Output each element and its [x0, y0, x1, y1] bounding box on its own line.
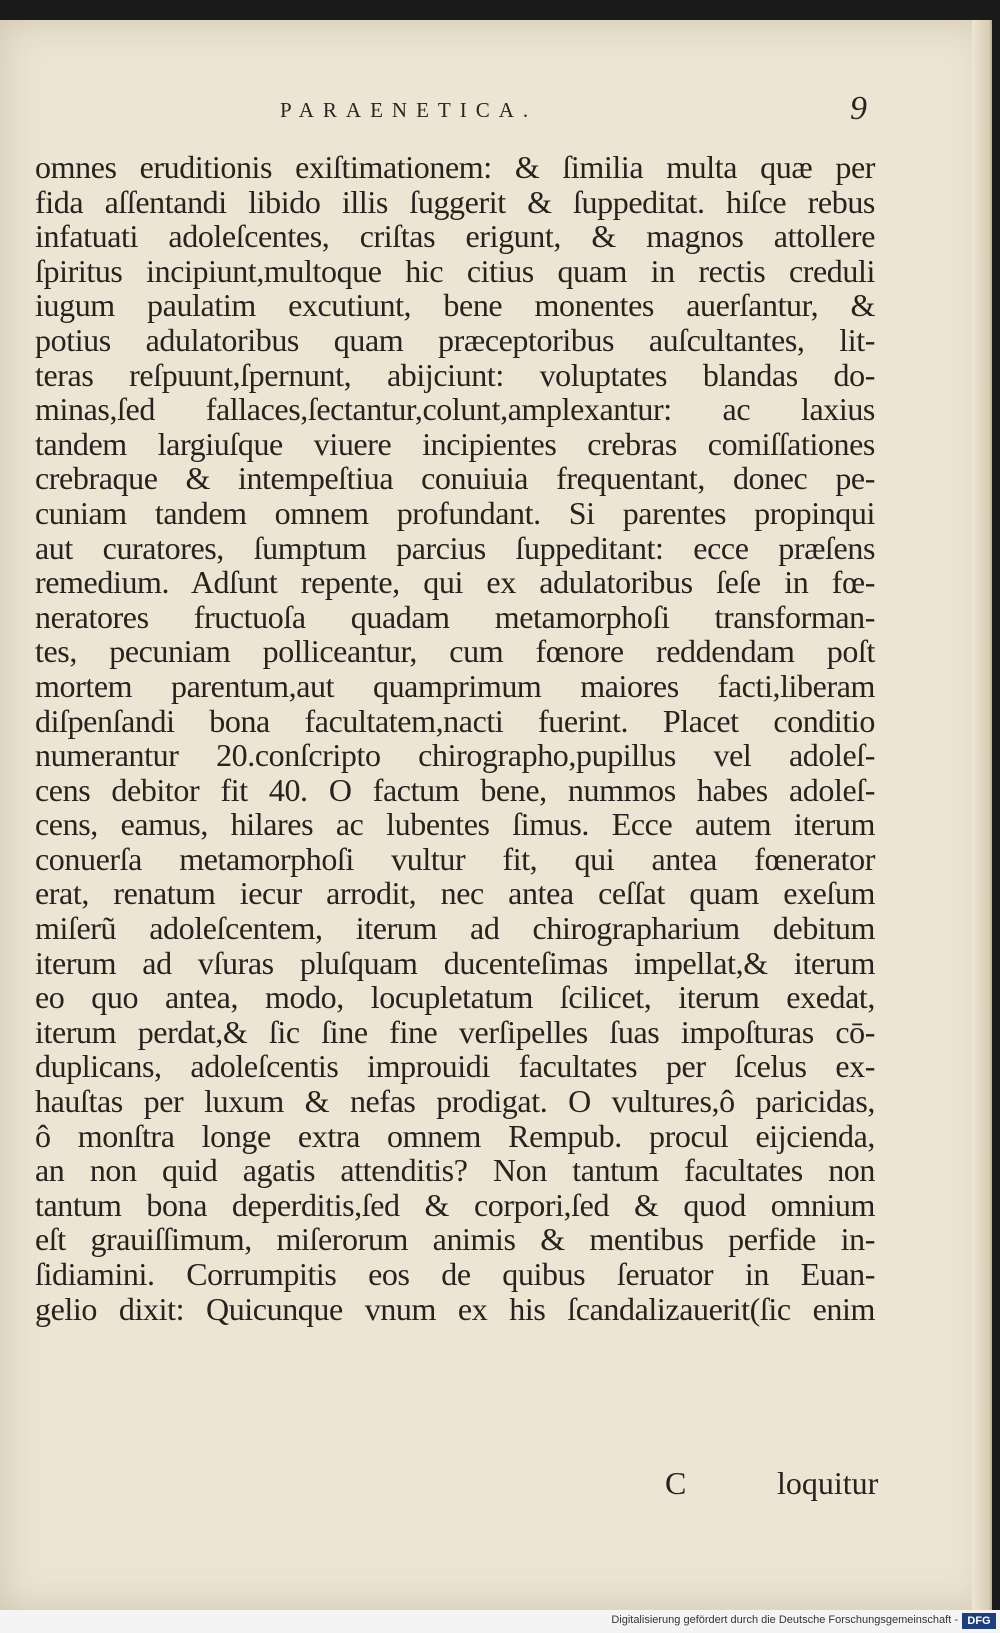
- text-line: iugum paulatim excutiunt, bene monentes auerſantur, &: [35, 287, 875, 324]
- text-line: erat, renatum iecur arrodit, nec antea ceſſat quam exeſum: [35, 875, 875, 912]
- text-line: infatuati adoleſcentes, criſtas erigunt, & magnos attollere: [35, 218, 875, 255]
- text-line: fida aſſentandi libido illis ſuggerit & ſuppeditat. hiſce rebus: [35, 183, 875, 220]
- text-line: ſpiritus incipiunt,multoque hic citius quam in rectis creduli: [35, 252, 875, 289]
- text-line: mortem parentum,aut quamprimum maiores facti,liberam: [35, 667, 875, 704]
- book-page: [0, 20, 992, 1610]
- running-head: PARAENETICA.: [280, 98, 538, 122]
- text-line: miſerũ adoleſcentem, iterum ad chirographarium debitum: [35, 910, 875, 947]
- text-line: teras reſpuunt,ſpernunt, abijciunt: voluptates blandas do-: [35, 356, 875, 393]
- text-line: ô monſtra longe extra omnem Rempub. procul eijcienda,: [35, 1117, 875, 1154]
- text-line: hauſtas per luxum & nefas prodigat. O vultures,ô paricidas,: [35, 1083, 875, 1120]
- text-line: diſpenſandi bona facultatem,nacti fuerint. Placet conditio: [35, 702, 875, 739]
- text-line: gelio dixit: Quicunque vnum ex his ſcandalizauerit(ſic enim: [35, 1290, 875, 1327]
- text-line: omnes eruditionis exiſtimationem: & ſimilia multa quæ per: [35, 149, 875, 185]
- dfg-logo-icon: DFG: [962, 1613, 996, 1629]
- page-header: [0, 90, 990, 130]
- text-line: tandem largiuſque viuere incipientes crebras comiſſationes: [35, 425, 875, 462]
- text-line: eo quo antea, modo, locupletatum ſcilicet, iterum exedat,: [35, 979, 875, 1016]
- text-line: tantum bona deperditis,ſed & corpori,ſed & quod omnium: [35, 1186, 875, 1223]
- text-line: conuerſa metamorphoſi vultur fit, qui antea fœnerator: [35, 840, 875, 877]
- text-line: iterum ad vſuras pluſquam ducenteſimas impellat,& iterum: [35, 944, 875, 981]
- text-line: cens debitor fit 40. O factum bene, nummos habes adoleſ-: [35, 771, 875, 808]
- catchline: [0, 1465, 990, 1505]
- footer-bar: [0, 1610, 1000, 1633]
- body-text: [35, 150, 875, 1326]
- text-line: aut curatores, ſumptum parcius ſuppeditant: ecce præſens: [35, 529, 875, 566]
- text-line: ſidiamini. Corrumpitis eos de quibus ſeruator in Euan-: [35, 1256, 875, 1292]
- text-line: an non quid agatis attenditis? Non tantum facultates non: [35, 1152, 875, 1189]
- text-line: tes, pecuniam polliceantur, cum fœnore reddendam poſt: [35, 633, 875, 670]
- text-line: numerantur 20.conſcripto chirographo,pupillus vel adoleſ-: [35, 737, 875, 774]
- text-line: minas,ſed fallaces,ſectantur,colunt,amplexantur: ac laxius: [35, 391, 875, 428]
- text-line: cens, eamus, hilares ac lubentes ſimus. Ecce autem iterum: [35, 806, 875, 843]
- text-line: neratores fructuoſa quadam metamorphoſi transforman-: [35, 598, 875, 635]
- text-line: remedium. Adſunt repente, qui ex adulatoribus ſeſe in fœ-: [35, 564, 875, 601]
- text-line: duplicans, adoleſcentis improuidi facultates per ſcelus ex-: [35, 1048, 875, 1085]
- text-line: crebraque & intempeſtiua conuiuia frequentant, donec pe-: [35, 460, 875, 497]
- text-line: eſt grauiſſimum, miſerorum animis & mentibus perfide in-: [35, 1221, 875, 1258]
- signature-mark: C: [665, 1465, 687, 1501]
- funding-notice: Digitalisierung gefördert durch die Deutsche Forschungsgemeinschaft -: [611, 1614, 958, 1626]
- text-line: iterum perdat,& ſic ſine fine verſipelles ſuas impoſturas cō-: [35, 1013, 875, 1050]
- page-edge: [972, 20, 990, 1610]
- page-number: 9: [850, 90, 867, 127]
- text-line: potius adulatoribus quam præceptoribus auſcultantes, lit-: [35, 321, 875, 358]
- catchword: loquitur: [777, 1465, 879, 1501]
- text-line: cuniam tandem omnem profundant. Si parentes propinqui: [35, 494, 875, 531]
